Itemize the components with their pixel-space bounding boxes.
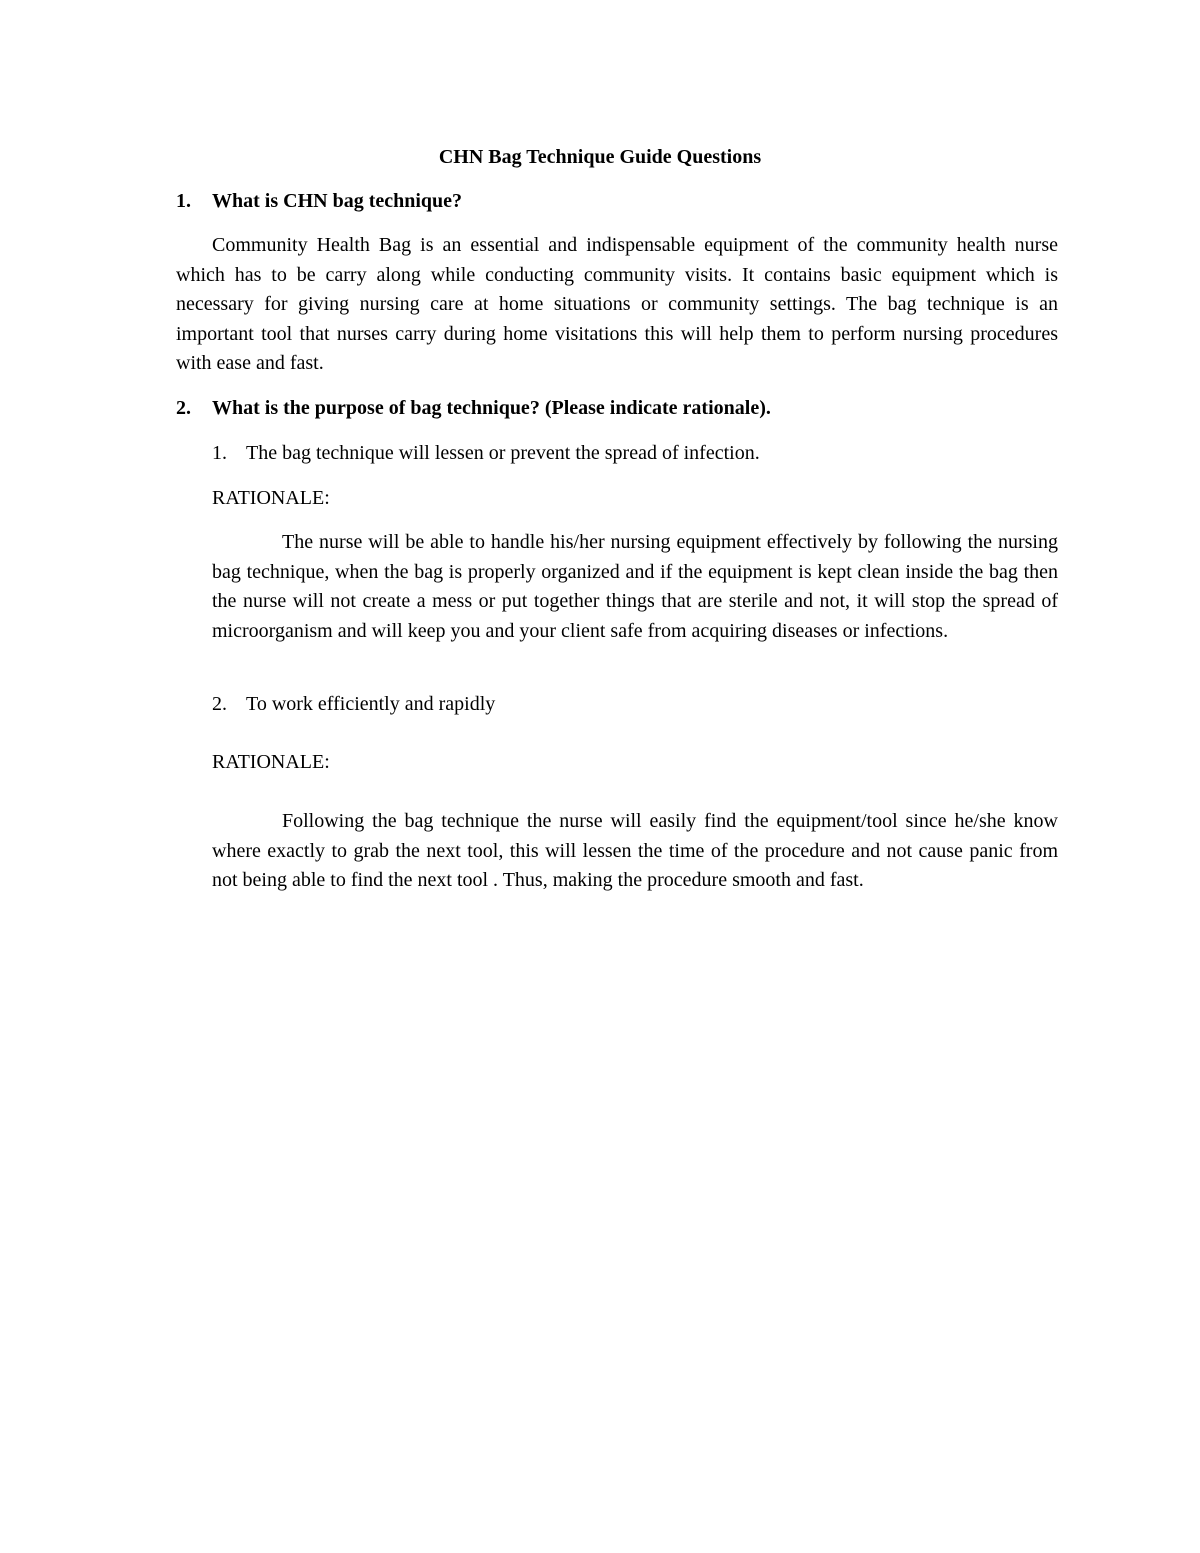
purpose-item-2 — [212, 690, 1062, 718]
rationale-1-label: RATIONALE: — [212, 487, 330, 509]
document-title: CHN Bag Technique Guide Questions — [438, 146, 762, 168]
question-1-text: What is CHN bag technique? — [212, 190, 463, 212]
question-2-heading — [176, 394, 1066, 422]
question-2-text: What is the purpose of bag technique? (Please indicate rationale). — [212, 397, 771, 419]
question-1-answer: Community Health Bag is an essential and indispensable equipment of the community health nurse which has to be carry along while conducting community visits. It contains basic equipment which is necessary for giving nursing care at home situations or community settings. The bag technique is an important tool that nurses carry during home visitations this will help them to perform nursing procedures with ease and fast. — [176, 234, 1058, 374]
purpose-item-1 — [212, 439, 1062, 467]
purpose-item-1-text: The bag technique will lessen or prevent the spread of infection. — [246, 442, 760, 464]
question-2-number: 2. — [176, 397, 191, 419]
purpose-item-2-number: 2. — [212, 693, 227, 715]
rationale-2-label: RATIONALE: — [212, 751, 330, 773]
rationale-1-text: The nurse will be able to handle his/her nursing equipment effectively by following the nursing bag technique, when the bag is properly organized and if the equipment is kept clean inside the bag then the nurse will not create a mess or put together things that are sterile and not, it will stop the spread of microorganism and will keep you and your client safe from acquiring diseases or infections. — [212, 531, 1058, 642]
purpose-item-1-number: 1. — [212, 442, 227, 464]
purpose-item-2-text: To work efficiently and rapidly — [246, 693, 496, 715]
rationale-2-text: Following the bag technique the nurse will easily find the equipment/tool since he/she know where exactly to grab the next tool, this will lessen the time of the procedure and not cause panic from not being able to find the next tool . Thus, making the procedure smooth and fast. — [212, 810, 1058, 891]
question-1-heading — [176, 187, 1066, 215]
question-1-number: 1. — [176, 190, 191, 212]
